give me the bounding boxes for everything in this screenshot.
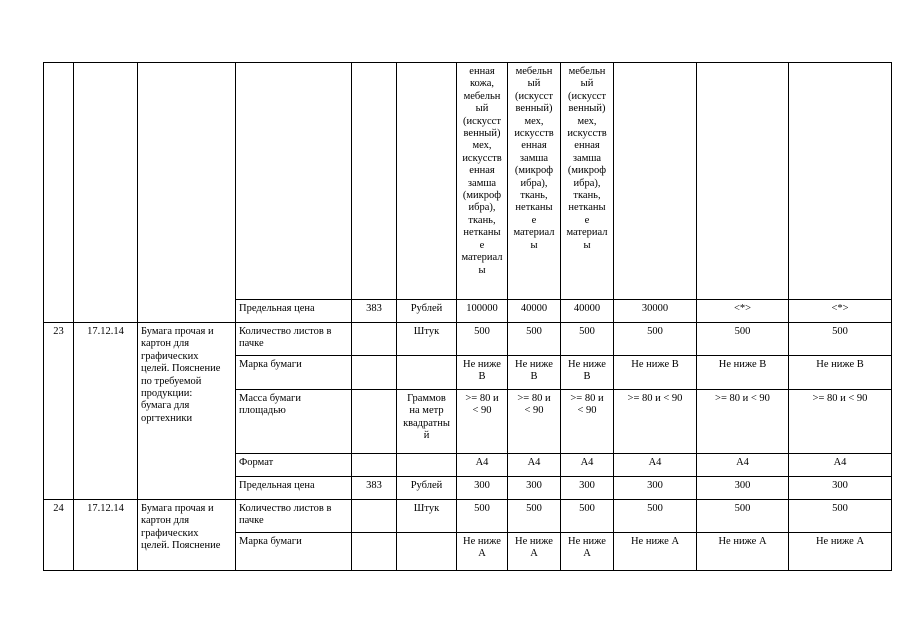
value-cell: Не ниже B bbox=[789, 356, 892, 390]
value-cell: 500 bbox=[614, 323, 697, 356]
value-cell: <*> bbox=[697, 300, 789, 323]
unit-cell bbox=[397, 356, 457, 390]
value-cell: 300 bbox=[561, 477, 614, 500]
table-row bbox=[44, 323, 892, 356]
value-cell: A4 bbox=[457, 454, 508, 477]
okei-code-cell bbox=[352, 323, 397, 356]
unit-cell: Рублей bbox=[397, 477, 457, 500]
unit-cell bbox=[397, 63, 457, 300]
characteristic-cell bbox=[236, 63, 352, 300]
value-cell: 500 bbox=[457, 500, 508, 533]
characteristic-cell: Количество листов в пачке bbox=[236, 500, 352, 533]
value-cell: 300 bbox=[508, 477, 561, 500]
unit-cell: Штук bbox=[397, 500, 457, 533]
unit-cell: Рублей bbox=[397, 300, 457, 323]
okei-code-cell bbox=[352, 500, 397, 533]
characteristic-cell: Формат bbox=[236, 454, 352, 477]
unit-cell: Граммов на метр квадратны й bbox=[397, 390, 457, 454]
okei-code-cell bbox=[352, 63, 397, 300]
value-cell: 300 bbox=[614, 477, 697, 500]
value-cell: мебельн ый (искусст венный) мех, искусств енная замша (микроф ибра), ткань, нетканы е материал ы bbox=[561, 63, 614, 300]
value-cell: Не ниже B bbox=[614, 356, 697, 390]
value-cell: 100000 bbox=[457, 300, 508, 323]
row-number-cell: 24 bbox=[44, 500, 74, 571]
okpd-code-cell: 17.12.14 bbox=[74, 500, 138, 571]
okei-code-cell bbox=[352, 454, 397, 477]
value-cell: Не ниже A bbox=[697, 533, 789, 571]
characteristic-cell: Количество листов в пачке bbox=[236, 323, 352, 356]
okei-code-cell: 383 bbox=[352, 477, 397, 500]
value-cell: 500 bbox=[508, 500, 561, 533]
value-cell: 300 bbox=[457, 477, 508, 500]
okei-code-cell bbox=[352, 390, 397, 454]
value-cell: A4 bbox=[561, 454, 614, 477]
value-cell: мебельн ый (искусст венный) мех, искусств енная замша (микроф ибра), ткань, нетканы е материал ы bbox=[508, 63, 561, 300]
characteristic-cell: Масса бумаги площадью bbox=[236, 390, 352, 454]
value-cell bbox=[614, 63, 697, 300]
value-cell: >= 80 и < 90 bbox=[789, 390, 892, 454]
value-cell bbox=[697, 63, 789, 300]
value-cell: 500 bbox=[561, 500, 614, 533]
value-cell: Не ниже B bbox=[457, 356, 508, 390]
value-cell: 500 bbox=[789, 500, 892, 533]
value-cell: >= 80 и < 90 bbox=[697, 390, 789, 454]
okei-code-cell bbox=[352, 356, 397, 390]
value-cell: Не ниже A bbox=[457, 533, 508, 571]
okpd-code-cell bbox=[74, 63, 138, 323]
value-cell: >= 80 и < 90 bbox=[614, 390, 697, 454]
value-cell: >= 80 и < 90 bbox=[457, 390, 508, 454]
value-cell: A4 bbox=[697, 454, 789, 477]
value-cell: 30000 bbox=[614, 300, 697, 323]
product-name-cell: Бумага прочая и картон для графических целей. Пояснение по требуемой продукции: бумага для оргтехники bbox=[138, 323, 236, 500]
characteristic-cell: Марка бумаги bbox=[236, 356, 352, 390]
product-name-cell bbox=[138, 63, 236, 323]
okpd-code-cell: 17.12.14 bbox=[74, 323, 138, 500]
value-cell bbox=[789, 63, 892, 300]
value-cell: 500 bbox=[789, 323, 892, 356]
unit-cell: Штук bbox=[397, 323, 457, 356]
unit-cell bbox=[397, 533, 457, 571]
value-cell: Не ниже A bbox=[789, 533, 892, 571]
value-cell: 500 bbox=[457, 323, 508, 356]
value-cell: 500 bbox=[614, 500, 697, 533]
value-cell: 500 bbox=[697, 323, 789, 356]
value-cell: A4 bbox=[508, 454, 561, 477]
value-cell: <*> bbox=[789, 300, 892, 323]
value-cell: Не ниже A bbox=[614, 533, 697, 571]
value-cell: 500 bbox=[561, 323, 614, 356]
row-number-cell: 23 bbox=[44, 323, 74, 500]
table-row bbox=[44, 500, 892, 533]
table-row bbox=[44, 63, 892, 300]
value-cell: 500 bbox=[697, 500, 789, 533]
document-table bbox=[43, 62, 892, 571]
value-cell: 40000 bbox=[561, 300, 614, 323]
characteristic-cell: Предельная цена bbox=[236, 477, 352, 500]
okei-code-cell: 383 bbox=[352, 300, 397, 323]
value-cell: A4 bbox=[614, 454, 697, 477]
value-cell: Не ниже B bbox=[561, 356, 614, 390]
characteristic-cell: Предельная цена bbox=[236, 300, 352, 323]
row-number-cell bbox=[44, 63, 74, 323]
value-cell: A4 bbox=[789, 454, 892, 477]
value-cell: >= 80 и < 90 bbox=[508, 390, 561, 454]
characteristic-cell: Марка бумаги bbox=[236, 533, 352, 571]
value-cell: Не ниже A bbox=[508, 533, 561, 571]
unit-cell bbox=[397, 454, 457, 477]
value-cell: 40000 bbox=[508, 300, 561, 323]
value-cell: >= 80 и < 90 bbox=[561, 390, 614, 454]
value-cell: 300 bbox=[697, 477, 789, 500]
value-cell: Не ниже B bbox=[508, 356, 561, 390]
value-cell: енная кожа, мебельн ый (искусст венный) мех, искусств енная замша (микроф ибра), ткань, нетканы е материал ы bbox=[457, 63, 508, 300]
product-name-cell: Бумага прочая и картон для графических целей. Пояснение bbox=[138, 500, 236, 571]
value-cell: Не ниже A bbox=[561, 533, 614, 571]
okei-code-cell bbox=[352, 533, 397, 571]
value-cell: 500 bbox=[508, 323, 561, 356]
value-cell: 300 bbox=[789, 477, 892, 500]
value-cell: Не ниже B bbox=[697, 356, 789, 390]
